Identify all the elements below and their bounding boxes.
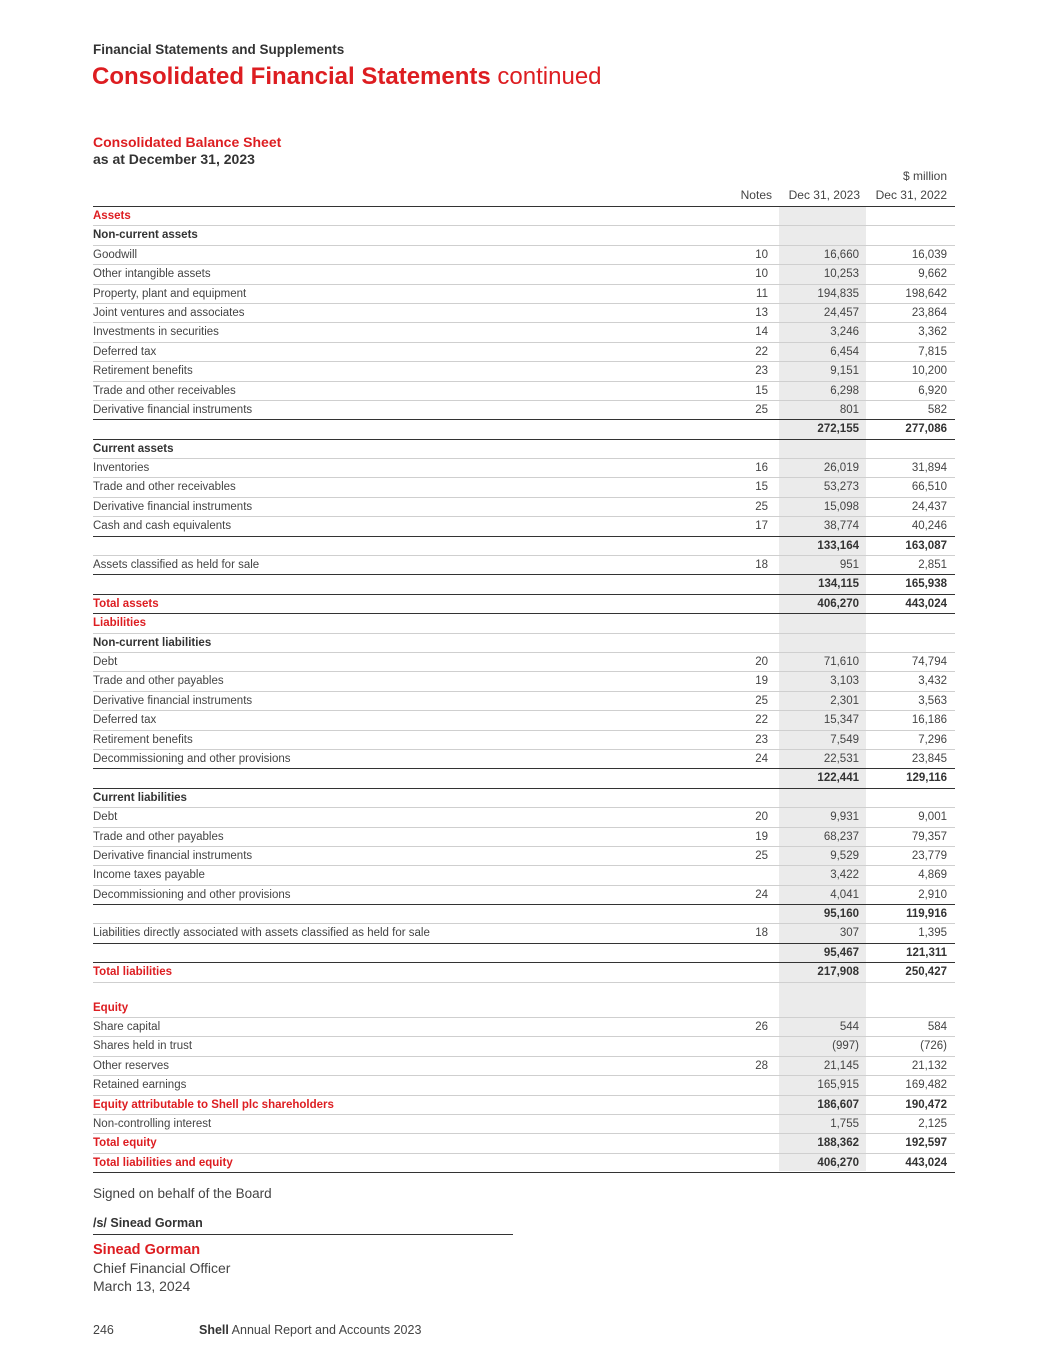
table-row bbox=[93, 207, 955, 226]
table-row bbox=[93, 672, 955, 691]
row-value-2022: 16,186 bbox=[911, 714, 947, 727]
table-row bbox=[93, 323, 955, 342]
row-notes: 16 bbox=[755, 462, 768, 475]
row-value-2023: 801 bbox=[839, 403, 859, 416]
row-label: Non-current assets bbox=[93, 229, 198, 242]
row-label: Other reserves bbox=[93, 1059, 170, 1072]
signed-text: Signed on behalf of the Board bbox=[93, 1186, 272, 1201]
row-value-2022: 31,894 bbox=[911, 462, 947, 475]
balance-sheet-title: Consolidated Balance Sheet bbox=[93, 134, 282, 150]
page-title-main: Consolidated Financial Statements bbox=[92, 63, 491, 90]
table-row bbox=[93, 362, 955, 381]
column-header-notes: Notes bbox=[740, 188, 772, 202]
row-value-2022: 3,563 bbox=[918, 694, 947, 707]
table-row bbox=[93, 1057, 955, 1076]
row-label: Derivative financial instruments bbox=[93, 500, 253, 513]
row-value-2022: 40,246 bbox=[911, 520, 947, 533]
row-value-2022: 21,132 bbox=[911, 1059, 947, 1072]
table-row bbox=[93, 1154, 955, 1173]
row-notes: 23 bbox=[755, 733, 768, 746]
row-value-2023: 134,115 bbox=[818, 578, 859, 591]
row-label: Goodwill bbox=[93, 248, 138, 261]
row-value-2023: 26,019 bbox=[823, 462, 859, 475]
row-label: Income taxes payable bbox=[93, 869, 205, 882]
row-value-2023: 3,422 bbox=[830, 869, 859, 882]
row-value-2023: 71,610 bbox=[823, 655, 859, 668]
row-value-2022: (726) bbox=[920, 1040, 947, 1053]
table-row bbox=[93, 847, 955, 866]
row-value-2023: 6,298 bbox=[830, 384, 859, 397]
row-label: Total assets bbox=[93, 597, 159, 610]
row-notes: 25 bbox=[755, 500, 768, 513]
table-row bbox=[93, 828, 955, 847]
row-value-2023: 2,301 bbox=[830, 694, 859, 707]
row-notes: 19 bbox=[755, 675, 768, 688]
row-value-2023: 4,041 bbox=[830, 888, 859, 901]
section-label: Financial Statements and Supplements bbox=[93, 42, 345, 57]
row-value-2023: 272,155 bbox=[817, 423, 859, 436]
table-row bbox=[93, 1018, 955, 1037]
table-row bbox=[93, 886, 955, 905]
row-notes: 22 bbox=[755, 714, 768, 727]
row-value-2022: 190,472 bbox=[905, 1098, 947, 1111]
row-value-2022: 9,001 bbox=[918, 811, 947, 824]
column-header-2022: Dec 31, 2022 bbox=[875, 188, 947, 202]
table-row bbox=[93, 246, 955, 265]
row-value-2022: 2,851 bbox=[918, 559, 947, 572]
row-value-2023: 9,931 bbox=[830, 811, 859, 824]
table-row bbox=[93, 401, 955, 420]
row-notes: 15 bbox=[755, 384, 768, 397]
row-value-2023: 22,531 bbox=[823, 752, 859, 765]
row-value-2022: 66,510 bbox=[911, 481, 947, 494]
row-value-2023: 3,103 bbox=[830, 675, 859, 688]
row-value-2023: 95,467 bbox=[823, 946, 859, 959]
row-value-2022: 7,296 bbox=[918, 733, 947, 746]
table-row bbox=[93, 808, 955, 827]
row-value-2022: 443,024 bbox=[905, 597, 947, 610]
page-title bbox=[92, 63, 602, 91]
page-number: 246 bbox=[93, 1323, 114, 1337]
table-row bbox=[93, 963, 955, 982]
table-row bbox=[93, 692, 955, 711]
row-value-2022: 443,024 bbox=[905, 1156, 947, 1169]
balance-sheet-table bbox=[93, 206, 955, 1173]
row-label: Equity bbox=[93, 1001, 129, 1014]
row-value-2023: 16,660 bbox=[823, 248, 859, 261]
row-label: Derivative financial instruments bbox=[93, 849, 253, 862]
row-label: Retained earnings bbox=[93, 1079, 187, 1092]
row-value-2022: 584 bbox=[927, 1021, 947, 1034]
table-row bbox=[93, 750, 955, 769]
row-value-2023: 406,270 bbox=[817, 597, 859, 610]
table-row bbox=[93, 769, 955, 788]
row-value-2022: 3,432 bbox=[918, 675, 947, 688]
units-label: $ million bbox=[902, 169, 947, 183]
row-value-2023: 186,607 bbox=[817, 1098, 859, 1111]
row-value-2022: 74,794 bbox=[911, 655, 947, 668]
row-value-2022: 1,395 bbox=[918, 927, 947, 940]
table-row bbox=[93, 440, 955, 459]
table-row bbox=[93, 1096, 955, 1115]
table-row bbox=[93, 459, 955, 478]
row-value-2023: 21,145 bbox=[823, 1059, 859, 1072]
table-row bbox=[93, 517, 955, 536]
row-value-2022: 3,362 bbox=[918, 326, 947, 339]
row-value-2022: 165,938 bbox=[905, 578, 947, 591]
row-notes: 13 bbox=[755, 306, 768, 319]
row-value-2023: 10,253 bbox=[823, 268, 859, 281]
row-label: Total equity bbox=[93, 1137, 157, 1150]
row-value-2022: 9,662 bbox=[918, 268, 947, 281]
table-row bbox=[93, 614, 955, 633]
table-row bbox=[93, 478, 955, 497]
row-label: Inventories bbox=[93, 462, 150, 475]
row-value-2023: 194,835 bbox=[817, 287, 859, 300]
row-value-2023: 188,362 bbox=[817, 1137, 859, 1150]
row-label: Debt bbox=[93, 655, 118, 668]
row-notes: 15 bbox=[755, 481, 768, 494]
row-label: Non-current liabilities bbox=[93, 636, 212, 649]
table-row bbox=[93, 498, 955, 517]
row-value-2022: 7,815 bbox=[918, 345, 947, 358]
page-title-suffix: continued bbox=[497, 63, 602, 90]
row-value-2023: 15,347 bbox=[823, 714, 859, 727]
column-header-2023: Dec 31, 2023 bbox=[788, 188, 860, 202]
row-value-2023: 9,529 bbox=[830, 849, 859, 862]
table-row bbox=[93, 983, 955, 999]
row-label: Current liabilities bbox=[93, 791, 187, 804]
row-value-2022: 24,437 bbox=[911, 500, 947, 513]
row-value-2022: 23,864 bbox=[911, 306, 947, 319]
row-notes: 14 bbox=[755, 326, 768, 339]
signature: /s/ Sinead Gorman bbox=[93, 1216, 203, 1230]
table-row bbox=[93, 1037, 955, 1056]
row-value-2022: 169,482 bbox=[905, 1079, 947, 1092]
row-label: Shares held in trust bbox=[93, 1040, 193, 1053]
row-value-2022: 277,086 bbox=[905, 423, 947, 436]
row-value-2023: 133,164 bbox=[817, 539, 859, 552]
table-row bbox=[93, 226, 955, 245]
signer-date: March 13, 2024 bbox=[93, 1278, 191, 1294]
row-notes: 22 bbox=[755, 345, 768, 358]
row-label: Cash and cash equivalents bbox=[93, 520, 232, 533]
row-label: Liabilities directly associated with assets classified as held for sale bbox=[93, 927, 430, 940]
table-row bbox=[93, 556, 955, 575]
row-value-2022: 23,845 bbox=[911, 752, 947, 765]
row-notes: 26 bbox=[755, 1021, 768, 1034]
row-value-2023: 307 bbox=[839, 927, 859, 940]
row-value-2022: 16,039 bbox=[911, 248, 947, 261]
row-notes: 25 bbox=[755, 694, 768, 707]
row-label: Joint ventures and associates bbox=[93, 306, 245, 319]
row-value-2022: 10,200 bbox=[911, 365, 947, 378]
row-label: Derivative financial instruments bbox=[93, 403, 253, 416]
row-label: Liabilities bbox=[93, 617, 147, 630]
table-row bbox=[93, 634, 955, 653]
signer-title: Chief Financial Officer bbox=[93, 1260, 231, 1276]
row-value-2023: 15,098 bbox=[823, 500, 859, 513]
row-value-2022: 163,087 bbox=[905, 539, 947, 552]
row-value-2022: 2,910 bbox=[918, 888, 947, 901]
table-row bbox=[93, 789, 955, 808]
row-value-2023: 406,270 bbox=[817, 1156, 859, 1169]
row-value-2023: 7,549 bbox=[830, 733, 859, 746]
balance-sheet-subtitle: as at December 31, 2023 bbox=[93, 151, 255, 167]
table-row bbox=[93, 944, 955, 963]
row-value-2022: 198,642 bbox=[905, 287, 947, 300]
table-row bbox=[93, 537, 955, 556]
footer-brand bbox=[199, 1323, 421, 1337]
row-label: Other intangible assets bbox=[93, 268, 211, 281]
table-row bbox=[93, 595, 955, 614]
row-label: Derivative financial instruments bbox=[93, 694, 253, 707]
table-row bbox=[93, 653, 955, 672]
row-notes: 20 bbox=[755, 811, 768, 824]
row-value-2023: 95,160 bbox=[823, 908, 859, 921]
row-notes: 10 bbox=[755, 248, 768, 261]
table-row bbox=[93, 1115, 955, 1134]
table-row bbox=[93, 420, 955, 439]
row-value-2022: 582 bbox=[927, 403, 947, 416]
footer-brand-name: Shell bbox=[199, 1323, 229, 1337]
row-notes: 19 bbox=[755, 830, 768, 843]
row-value-2023: 122,441 bbox=[817, 772, 859, 785]
table-row bbox=[93, 304, 955, 323]
row-label: Trade and other payables bbox=[93, 675, 224, 688]
row-notes: 23 bbox=[755, 365, 768, 378]
table-row bbox=[93, 999, 955, 1018]
table-row bbox=[93, 575, 955, 594]
row-value-2023: 53,273 bbox=[823, 481, 859, 494]
row-label: Retirement benefits bbox=[93, 365, 193, 378]
table-row bbox=[93, 924, 955, 943]
row-label: Retirement benefits bbox=[93, 733, 193, 746]
row-label: Deferred tax bbox=[93, 714, 157, 727]
signature-line bbox=[93, 1234, 513, 1235]
row-label: Current assets bbox=[93, 442, 174, 455]
row-notes: 24 bbox=[755, 888, 768, 901]
footer-report-title: Annual Report and Accounts 2023 bbox=[231, 1323, 422, 1337]
row-notes: 25 bbox=[755, 403, 768, 416]
row-value-2023: 217,908 bbox=[817, 966, 859, 979]
table-row bbox=[93, 265, 955, 284]
row-value-2022: 79,357 bbox=[911, 830, 947, 843]
row-value-2022: 121,311 bbox=[906, 946, 947, 959]
row-value-2022: 2,125 bbox=[918, 1117, 947, 1130]
row-label: Trade and other receivables bbox=[93, 384, 236, 397]
row-notes: 28 bbox=[755, 1059, 768, 1072]
row-value-2023: 951 bbox=[839, 559, 859, 572]
row-notes: 11 bbox=[756, 287, 768, 300]
table-row bbox=[93, 285, 955, 304]
row-value-2023: 165,915 bbox=[817, 1079, 859, 1092]
row-value-2022: 23,779 bbox=[911, 849, 947, 862]
row-label: Total liabilities bbox=[93, 966, 173, 979]
row-label: Decommissioning and other provisions bbox=[93, 888, 291, 901]
row-value-2023: 24,457 bbox=[823, 306, 859, 319]
row-value-2022: 250,427 bbox=[905, 966, 947, 979]
row-label: Non-controlling interest bbox=[93, 1117, 212, 1130]
row-label: Equity attributable to Shell plc shareholders bbox=[93, 1098, 334, 1111]
row-label: Trade and other payables bbox=[93, 830, 224, 843]
row-label: Total liabilities and equity bbox=[93, 1156, 233, 1169]
row-value-2023: 3,246 bbox=[830, 326, 859, 339]
table-row bbox=[93, 731, 955, 750]
table-row bbox=[93, 866, 955, 885]
row-value-2023: 68,237 bbox=[823, 830, 859, 843]
row-notes: 18 bbox=[755, 559, 768, 572]
table-row bbox=[93, 1134, 955, 1153]
table-row bbox=[93, 382, 955, 401]
row-value-2023: (997) bbox=[832, 1040, 859, 1053]
table-row bbox=[93, 905, 955, 924]
row-label: Investments in securities bbox=[93, 326, 219, 339]
row-value-2023: 544 bbox=[839, 1021, 859, 1034]
table-row bbox=[93, 711, 955, 730]
row-notes: 24 bbox=[755, 752, 768, 765]
row-notes: 10 bbox=[755, 268, 768, 281]
row-value-2022: 192,597 bbox=[905, 1137, 947, 1150]
row-label: Decommissioning and other provisions bbox=[93, 752, 291, 765]
row-label: Trade and other receivables bbox=[93, 481, 236, 494]
row-notes: 25 bbox=[755, 849, 768, 862]
row-label: Property, plant and equipment bbox=[93, 287, 247, 300]
row-label: Assets bbox=[93, 210, 131, 222]
row-value-2022: 129,116 bbox=[906, 772, 947, 785]
row-label: Share capital bbox=[93, 1021, 161, 1034]
row-notes: 20 bbox=[755, 655, 768, 668]
row-value-2022: 4,869 bbox=[918, 869, 947, 882]
row-value-2023: 38,774 bbox=[823, 520, 859, 533]
row-value-2022: 6,920 bbox=[918, 384, 947, 397]
row-notes: 17 bbox=[755, 520, 768, 533]
row-value-2023: 9,151 bbox=[830, 365, 859, 378]
table-row bbox=[93, 1076, 955, 1095]
row-value-2022: 119,916 bbox=[906, 908, 947, 921]
row-label: Debt bbox=[93, 811, 118, 824]
row-value-2023: 6,454 bbox=[830, 345, 859, 358]
row-value-2023: 1,755 bbox=[830, 1117, 859, 1130]
row-label: Assets classified as held for sale bbox=[93, 559, 260, 572]
row-notes: 18 bbox=[755, 927, 768, 940]
table-row bbox=[93, 343, 955, 362]
row-label: Deferred tax bbox=[93, 345, 157, 358]
signer-name: Sinead Gorman bbox=[93, 1242, 201, 1258]
